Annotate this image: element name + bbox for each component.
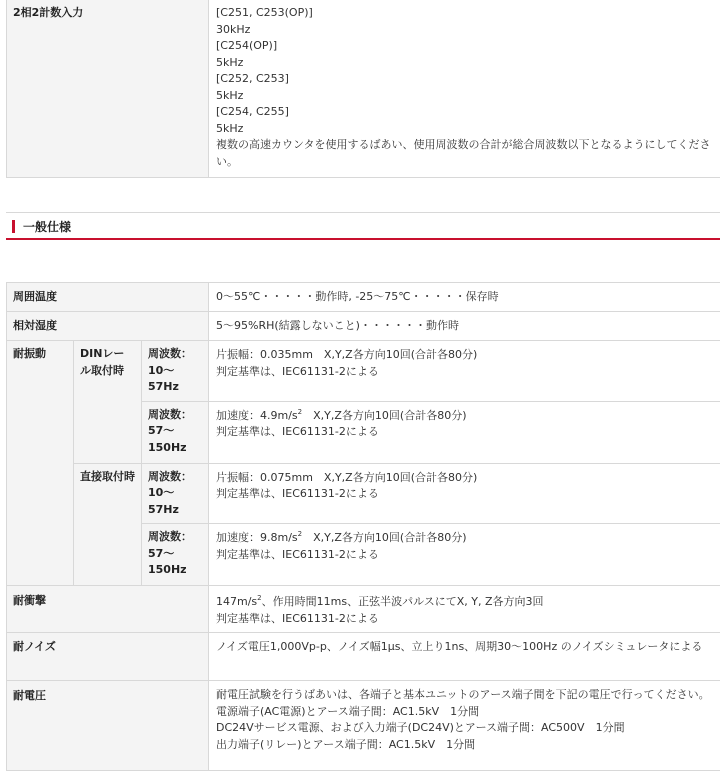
ambient-temp-value: 0～55℃・・・・・動作時, -25～75℃・・・・・保存時 xyxy=(209,283,720,312)
counter-line: 30kHz xyxy=(216,22,714,39)
row-label-humidity: 相対湿度 xyxy=(7,312,209,341)
counter-line: 5kHz xyxy=(216,55,714,72)
general-spec-heading xyxy=(6,212,720,240)
counter-line: 5kHz xyxy=(216,88,714,105)
direct-mount-label: 直接取付時 xyxy=(74,463,142,586)
section-title: 一般仕様 xyxy=(23,218,71,235)
accel-text-rest: X,Y,Z各方向10回(合計各80分) xyxy=(302,531,466,544)
vibration-amplitude: 片振幅：0.035mm X,Y,Z各方向10回(合計各80分) xyxy=(216,347,714,364)
vibration-standard: 判定基準は、IEC61131-2による xyxy=(216,424,714,441)
table-row xyxy=(7,312,720,341)
table-row xyxy=(7,633,720,681)
superscript: 2 xyxy=(298,530,302,538)
withstand-line: 電源端子(AC電源)とアース端子間：AC1.5kV 1分間 xyxy=(216,704,714,721)
table-row xyxy=(7,681,720,771)
row-label-2phase-counter: 2相2計数入力 xyxy=(7,0,209,178)
counter-note: 複数の高速カウンタを使用するばあい、使用周波数の合計が総合周波数以下となるようにしてください。 xyxy=(216,137,714,170)
shock-text: 147m/s xyxy=(216,595,257,608)
row-label-noise: 耐ノイズ xyxy=(7,633,209,681)
din-high-value xyxy=(209,401,720,463)
accel-text-rest: X,Y,Z各方向10回(合計各80分) xyxy=(302,409,466,422)
general-spec-table xyxy=(6,282,720,771)
vibration-acceleration xyxy=(216,530,714,547)
counter-line: [C251, C253(OP)] xyxy=(216,5,714,22)
row-label-withstand: 耐電圧 xyxy=(7,681,209,771)
shock-line xyxy=(216,594,714,611)
din-rail-label: DINレール取付時 xyxy=(74,341,142,464)
withstand-line: DC24Vサービス電源、および入力端子(DC24V)とアース端子間：AC500V 1分間 xyxy=(216,720,714,737)
table-row xyxy=(7,0,720,178)
table-row xyxy=(7,283,720,312)
withstand-line: 出力端子(リレー)とアース端子間：AC1.5kV 1分間 xyxy=(216,737,714,754)
shock-text-rest: 、作用時間11ms、正弦半波パルスにてX, Y, Z各方向3回 xyxy=(262,595,544,608)
table-row xyxy=(7,586,720,633)
freq-label-high: 周波数：57～150Hz xyxy=(142,524,209,586)
row-label-vibration: 耐振動 xyxy=(7,341,74,586)
vibration-acceleration xyxy=(216,408,714,425)
direct-high-value xyxy=(209,524,720,586)
row-label-ambient-temp: 周囲温度 xyxy=(7,283,209,312)
din-low-value xyxy=(209,341,720,402)
shock-standard: 判定基準は、IEC61131-2による xyxy=(216,611,714,628)
counter-spec-table xyxy=(6,0,720,178)
freq-label-low: 周波数：10～57Hz xyxy=(142,463,209,524)
counter-line: [C252, C253] xyxy=(216,71,714,88)
vibration-standard: 判定基準は、IEC61131-2による xyxy=(216,486,714,503)
accel-text: 加速度：4.9m/s xyxy=(216,409,298,422)
freq-label-high: 周波数：57～150Hz xyxy=(142,401,209,463)
table-row xyxy=(7,341,720,402)
freq-label-low: 周波数：10～57Hz xyxy=(142,341,209,402)
accel-text: 加速度：9.8m/s xyxy=(216,531,298,544)
vibration-amplitude: 片振幅：0.075mm X,Y,Z各方向10回(合計各80分) xyxy=(216,470,714,487)
direct-low-value xyxy=(209,463,720,524)
withstand-value xyxy=(209,681,720,771)
superscript: 2 xyxy=(298,408,302,416)
counter-line: 5kHz xyxy=(216,121,714,138)
counter-frequency-list xyxy=(209,0,720,178)
superscript: 2 xyxy=(257,594,261,602)
humidity-value: 5～95%RH(結露しないこと)・・・・・・動作時 xyxy=(209,312,720,341)
counter-line: [C254, C255] xyxy=(216,104,714,121)
shock-value xyxy=(209,586,720,633)
row-label-shock: 耐衝撃 xyxy=(7,586,209,633)
vibration-standard: 判定基準は、IEC61131-2による xyxy=(216,364,714,381)
vibration-standard: 判定基準は、IEC61131-2による xyxy=(216,547,714,564)
heading-accent-bar xyxy=(12,220,15,233)
withstand-line: 耐電圧試験を行うばあいは、各端子と基本ユニットのアース端子間を下記の電圧で行ってください。 xyxy=(216,687,714,704)
counter-line: [C254(OP)] xyxy=(216,38,714,55)
noise-value: ノイズ電圧1,000Vp-p、ノイズ幅1μs、立上り1ns、周期30～100Hz のノイズシミュレータによる xyxy=(209,633,720,681)
table-row xyxy=(7,463,720,524)
